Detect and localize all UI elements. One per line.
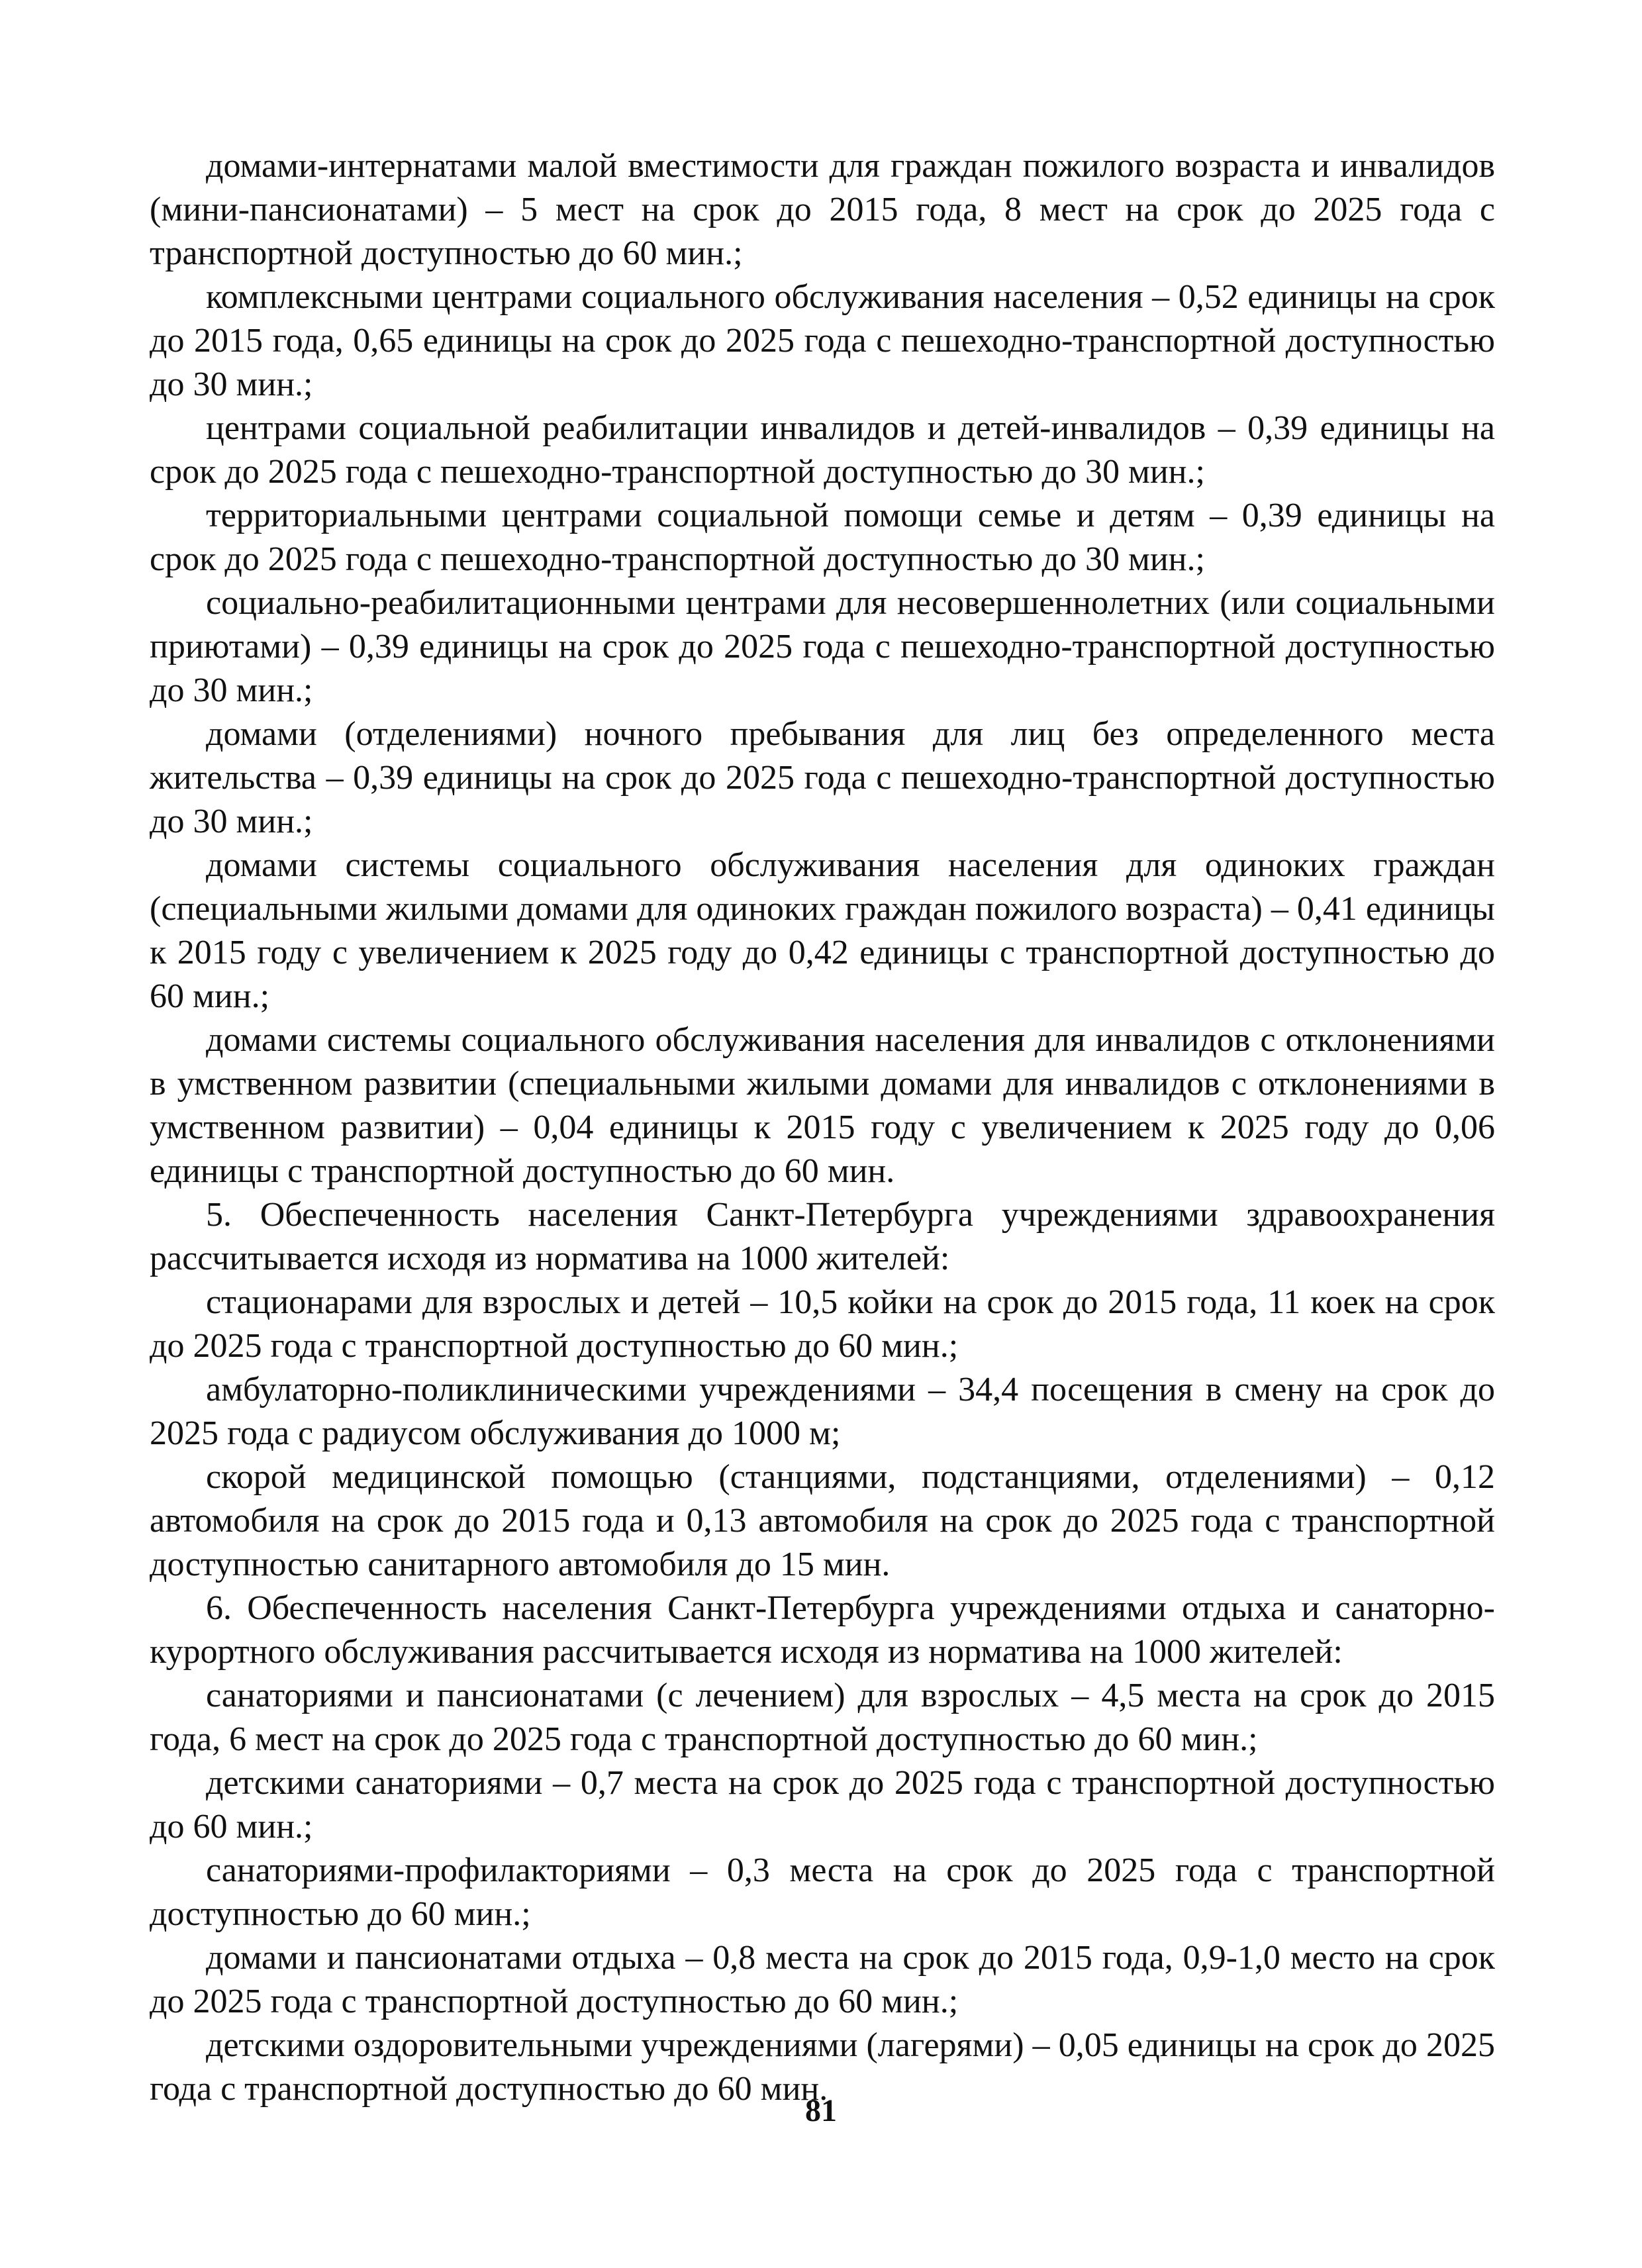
paragraph-complex-centers: комплексными центрами социального обслуживания населения – 0,52 единицы на срок до 2015 года, 0,65 единицы на срок до 2025 года с пешеходно-транспортной доступностью до 30 мин.; [150, 278, 1495, 403]
paragraph-mini-pensions: домами-интернатами малой вместимости для граждан пожилого возраста и инвалидов (мини-пансионатами) – 5 мест на срок до 2015 года, 8 мест на срок до 2025 года с транспортной доступностью до 60 мин.; [150, 147, 1495, 272]
paragraph-rehabilitation-centers: центрами социальной реабилитации инвалидов и детей-инвалидов – 0,39 единицы на срок до 2025 года с пешеходно-транспортной доступностью до 30 мин.; [150, 409, 1495, 491]
page-number: 81 [805, 2093, 837, 2128]
paragraph-disabled-houses: домами системы социального обслуживания населения для инвалидов с отклонениями в умственном развитии (специальными жилыми домами для инвалидов с отклонениями в умственном развитии) – 0,04 единицы к 2015 году с увеличением к 2025 году до 0,06 единицы с транспортной доступностью до 60 мин. [150, 1021, 1495, 1190]
paragraph-night-stay-houses: домами (отделениями) ночного пребывания для лиц без определенного места жительства – 0,39 единицы на срок до 2025 года с пешеходно-транспортной доступностью до 30 мин.; [150, 715, 1495, 840]
paragraph-single-citizens-houses: домами системы социального обслуживания населения для одиноких граждан (специальными жилыми домами для одиноких граждан пожилого возраста) – 0,41 единицы к 2015 году с увеличением к 2025 году до 0,42 единицы с транспортной доступностью до 60 мин.; [150, 846, 1495, 1015]
paragraph-sanatoriums: санаториями и пансионатами (с лечением) для взрослых – 4,5 места на срок до 2015 года, 6 мест на срок до 2025 года с транспортной доступностью до 60 мин.; [150, 1677, 1495, 1758]
paragraph-section-5-heading: 5. Обеспеченность населения Санкт-Петербурга учреждениями здравоохранения рассчитывается исходя из норматива на 1000 жителей: [150, 1196, 1495, 1277]
paragraph-children-sanatoriums: детскими санаториями – 0,7 места на срок до 2025 года с транспортной доступностью до 60 мин.; [150, 1764, 1495, 1846]
paragraph-prophylactoriums: санаториями-профилакториями – 0,3 места на срок до 2025 года с транспортной доступностью до 60 мин.; [150, 1851, 1495, 1933]
paragraph-section-6-heading: 6. Обеспеченность населения Санкт-Петербурга учреждениями отдыха и санаторно-курортного обслуживания рассчитывается исходя из норматива на 1000 жителей: [150, 1589, 1495, 1671]
document-body [150, 144, 1495, 2111]
paragraph-rest-houses: домами и пансионатами отдыха – 0,8 места на срок до 2015 года, 0,9-1,0 место на срок до 2025 года с транспортной доступностью до 60 мин.; [150, 1939, 1495, 2020]
paragraph-children-camps: детскими оздоровительными учреждениями (лагерями) – 0,05 единицы на срок до 2025 года с транспортной доступностью до 60 мин. [150, 2026, 1495, 2108]
paragraph-hospitals: стационарами для взрослых и детей – 10,5 койки на срок до 2015 года, 11 коек на срок до 2025 года с транспортной доступностью до 60 мин.; [150, 1283, 1495, 1365]
paragraph-family-help-centers: территориальными центрами социальной помощи семье и детям – 0,39 единицы на срок до 2025 года с пешеходно-транспортной доступностью до 30 мин.; [150, 497, 1495, 578]
paragraph-ambulance: скорой медицинской помощью (станциями, подстанциями, отделениями) – 0,12 автомобиля на срок до 2015 года и 0,13 автомобиля на срок до 2025 года с транспортной доступностью санитарного автомобиля до 15 мин. [150, 1458, 1495, 1583]
paragraph-polyclinics: амбулаторно-поликлиническими учреждениями – 34,4 посещения в смену на срок до 2025 года с радиусом обслуживания до 1000 м; [150, 1371, 1495, 1452]
paragraph-minor-rehab-centers: социально-реабилитационными центрами для несовершеннолетних (или социальными приютами) – 0,39 единицы на срок до 2025 года с пешеходно-транспортной доступностью до 30 мин.; [150, 584, 1495, 709]
